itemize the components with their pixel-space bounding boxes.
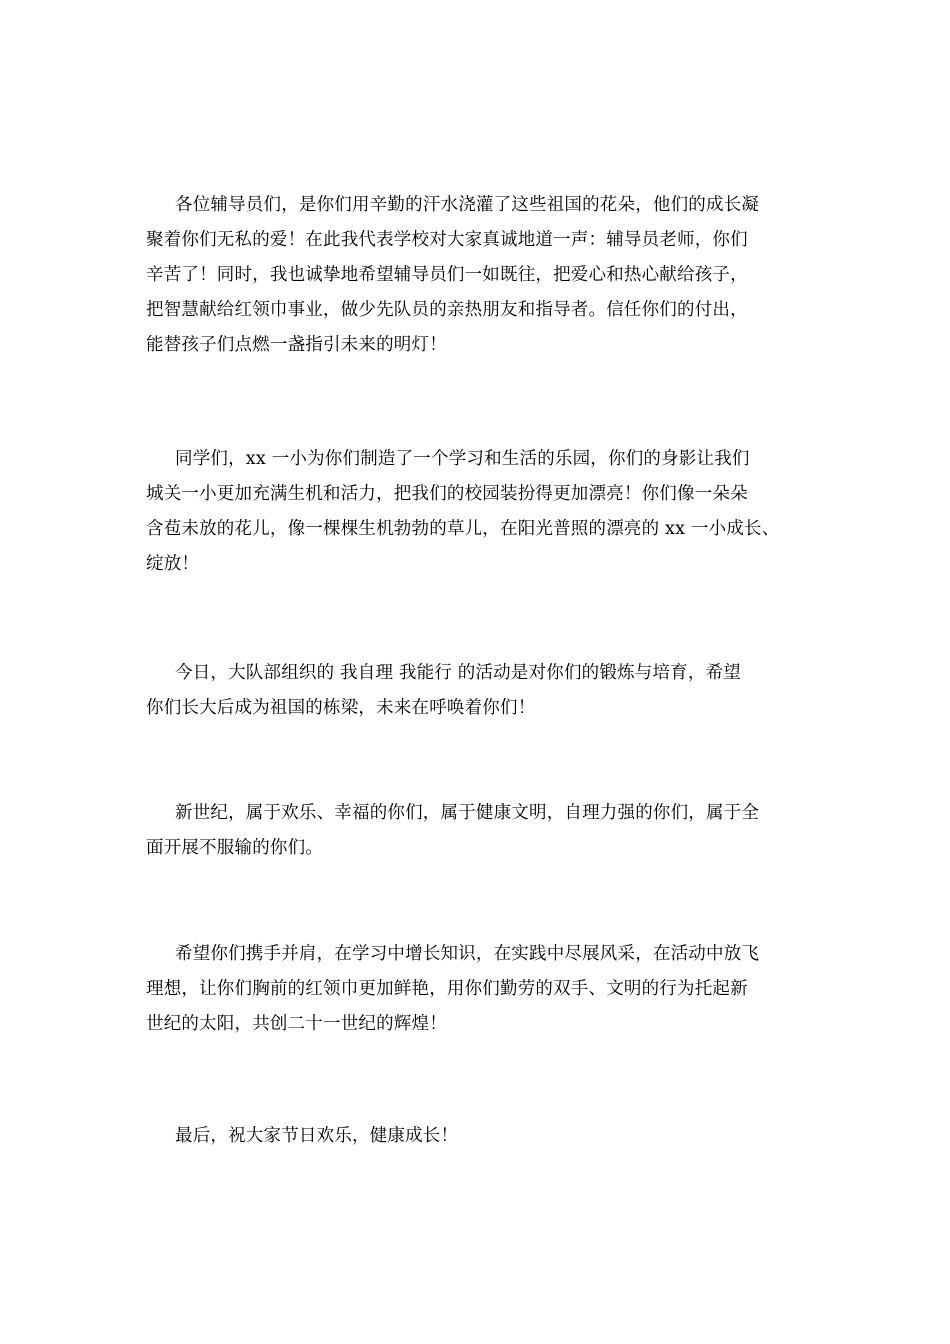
paragraph-new-century [146,796,826,866]
paragraph-line: 今日，大队部组织的 我自理 我能行 的活动是对你们的锻炼与培育，希望 [175,663,741,683]
paragraph-line: 各位辅导员们，是你们用辛勤的汗水浇灌了这些祖国的花朵，他们的成长凝 [175,195,760,215]
paragraph-line: 新世纪，属于欢乐、幸福的你们，属于健康文明，自理力强的你们，属于全 [175,803,760,823]
paragraph-activity [146,656,826,726]
paragraph-line: 理想，让你们胸前的红领巾更加鲜艳，用你们勤劳的双手、文明的行为托起新 [146,979,748,999]
paragraph-line: 绽放！ [146,554,200,574]
paragraph-line: 希望你们携手并肩，在学习中增长知识，在实践中尽展风采，在活动中放飞 [175,944,760,964]
paragraph-line: 辛苦了！同时，我也诚挚地希望辅导员们一如既往，把爱心和热心献给孩子， [146,265,748,285]
paragraph-line: 能替孩子们点燃一盏指引未来的明灯！ [146,335,447,355]
paragraph-line: 最后，祝大家节日欢乐，健康成长！ [175,1126,459,1146]
paragraph-line: 聚着你们无私的爱！在此我代表学校对大家真诚地道一声：辅导员老师，你们 [146,230,748,250]
paragraph-students [146,442,826,582]
paragraph-counselors [146,188,826,363]
paragraph-line: 含苞未放的花儿，像一棵棵生机勃勃的草儿，在阳光普照的漂亮的 xx 一小成长、 [146,519,780,539]
paragraph-line: 世纪的太阳，共创二十一世纪的辉煌！ [146,1014,447,1034]
paragraph-closing [146,1119,826,1154]
paragraph-line: 面开展不服输的你们。 [146,838,323,858]
paragraph-line: 同学们，xx 一小为你们制造了一个学习和生活的乐园，你们的身影让我们 [175,449,750,469]
paragraph-line: 你们长大后成为祖国的栋梁，未来在呼唤着你们！ [146,698,536,718]
paragraph-line: 城关一小更加充满生机和活力，把我们的校园装扮得更加漂亮！你们像一朵朵 [146,484,748,504]
paragraph-line: 把智慧献给红领巾事业，做少先队员的亲热朋友和指导者。信任你们的付出， [146,300,748,320]
paragraph-hope [146,937,826,1042]
